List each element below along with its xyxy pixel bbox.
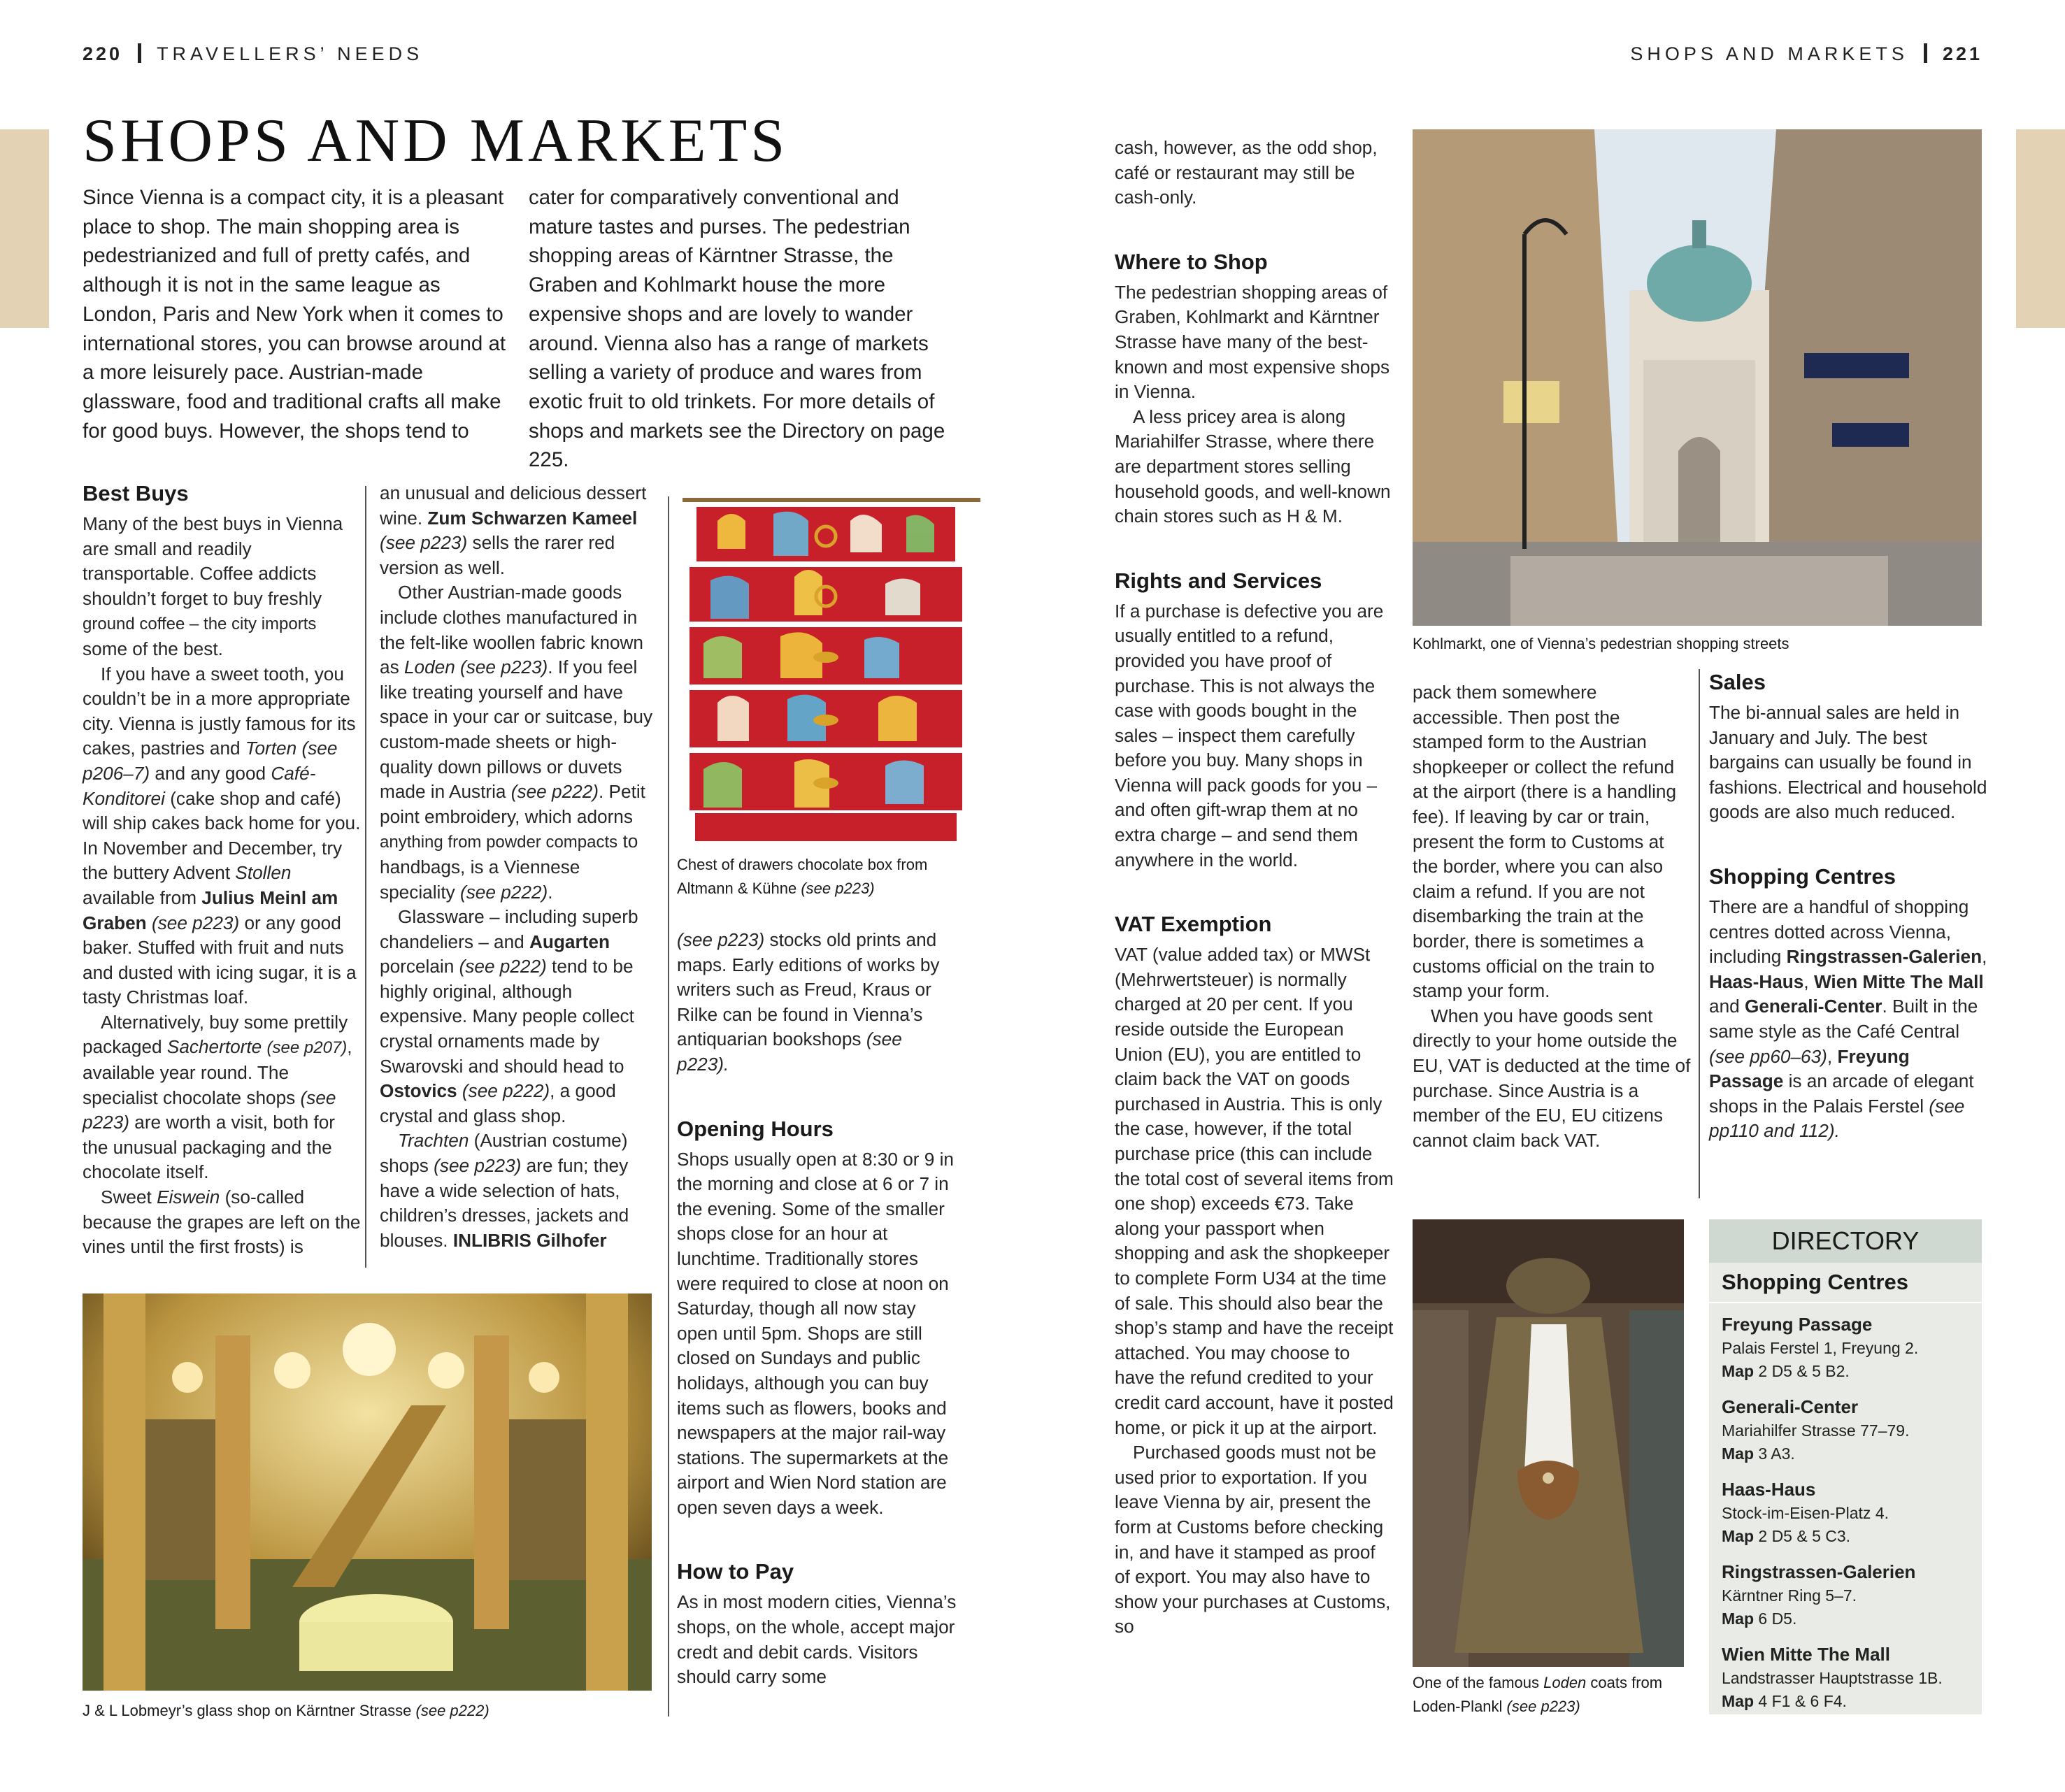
loden-coat-photo xyxy=(1413,1219,1684,1667)
shop-name: INLIBRIS Gilhofer xyxy=(452,1229,607,1251)
intro-column-2: cater for comparatively conventional and mature tastes and purses. The pedestrian shopping areas of Kärntner Strasse, the Graben and Kohlmarkt house the more expensive shops and are lovely to wander around. Vienna also has a range of markets selling a variety of produce and wares from exotic fruit to old trinkets. For more details of shops and markets see the Directory on page 225. xyxy=(529,186,945,472)
shopping-centres-text: There are a handful of shopping centres dotted across Vienna, including Ringstrassen-Galerien, Haas-Haus, Wien Mitte The Mall and Generali-Center. Built in the same style as the Café Central (see pp60–63), Freyung Passage is an arcade of elegant shops in the Palais Ferstel (see pp110 and 112). xyxy=(1709,896,1987,1142)
chest-caption: Chest of drawers chocolate box from Altmann & Kühne (see p223) xyxy=(677,856,928,897)
directory-entry-address: Kärntner Ring 5–7. xyxy=(1722,1586,1857,1605)
directory-entry-name: Freyung Passage xyxy=(1722,1314,1873,1335)
shop-name: Ostovics xyxy=(380,1080,457,1102)
directory-entry-name: Generali-Center xyxy=(1722,1396,1859,1417)
left-edge-tab xyxy=(0,129,49,328)
directory-entry-map: 2 D5 & 5 B2. xyxy=(1754,1362,1850,1380)
how-to-pay-text: As in most modern cities, Vienna’s shops, on the whole, accept major credt and debit cards. Visitors should carry some xyxy=(677,1591,957,1688)
where-to-shop-text: The pedestrian shopping areas of Graben, Kohlmarkt and Kärntner Strasse have many of the best-known and most expensive shops in Vienna. xyxy=(1115,281,1390,403)
left-section-name: TRAVELLERS’ NEEDS xyxy=(157,43,424,64)
rights-services-heading: Rights and Services xyxy=(1115,568,1322,593)
goods-column xyxy=(380,481,654,1253)
shopping-centres-heading: Shopping Centres xyxy=(1709,863,1896,889)
vat-exemption-heading: VAT Exemption xyxy=(1115,912,1272,937)
where-to-shop-text: A less pricey area is along Mariahilfer Strasse, where there are department stores selling household goods, and well-known chain stores such as H & M. xyxy=(1115,406,1391,527)
right-section-name: SHOPS AND MARKETS xyxy=(1630,43,1908,64)
goods-paragraph: Glassware – including superb chandeliers – and Augarten porcelain (see p222) tend to be highly original, although expensive. Many people collect crystal ornaments made by Swarovski and should head to Ostovics (see p222), a good crystal and glass shop. xyxy=(380,906,638,1126)
vat-continued-column xyxy=(1413,680,1692,1153)
directory-entry: Ringstrassen-Galerien Kärntner Ring 5–7. Map 6 D5. xyxy=(1722,1559,1969,1630)
best-buys-paragraph: If you have a sweet tooth, you couldn’t be in a more appropriate city. Vienna is justly famous for its cakes, pastries and Torten (see p206–7) and any good Café-Konditorei (cake shop and café) will ship cakes back home for you. In November and December, try the buttery Advent Stollen available from Julius Meinl am Graben (see p223) or any good baker. Stuffed with fruit and nuts and dusted with icing sugar, it is a tasty Christmas loaf. xyxy=(83,663,361,1008)
how-to-pay-heading: How to Pay xyxy=(677,1559,794,1584)
vat-exemption-text: Purchased goods must not be used prior to exportation. If you leave Vienna by air, present the form at Customs before checking in, and have it stamped as proof of export. You may also have to show your purchases at Customs, so xyxy=(1115,1442,1391,1637)
directory-entry-name: Haas-Haus xyxy=(1722,1479,1816,1500)
chest-illustration xyxy=(676,493,980,845)
best-buys-paragraph: Alternatively, buy some prettily packaged Sachertorte (see p207), available year round. The specialist chocolate shops (see p223) are worth a visit, both for the unusual packaging and the chocolate itself. xyxy=(83,1011,352,1183)
directory-entry: Haas-Haus Stock-im-Eisen-Platz 4. Map 2 D5 & 5 C3. xyxy=(1722,1477,1969,1548)
best-buys-column xyxy=(83,480,362,1260)
page-title: SHOPS AND MARKETS xyxy=(83,107,789,175)
street-illustration xyxy=(1413,129,1982,626)
left-running-header xyxy=(83,43,423,65)
header-divider xyxy=(1924,43,1927,63)
best-buys-paragraph: Sweet Eiswein (so-called because the grapes are left on the vines until the first frosts) is xyxy=(83,1187,361,1258)
goods-paragraph: Other Austrian-made goods include clothes manufactured in the felt-like woollen fabric known as Loden (see p223). If you feel like treating yourself and have space in your car or suitcase, buy custom-made sheets or high-quality down pillows or duvets made in Austria (see p222). Petit point embroidery, which adorns anything from powder compacts to handbags, is a Viennese speciality (see p222). xyxy=(380,582,653,903)
sales-heading: Sales xyxy=(1709,670,1766,694)
directory-entry-address: Landstrasser Hauptstrasse 1B. xyxy=(1722,1669,1943,1687)
where-to-shop-heading: Where to Shop xyxy=(1115,249,1268,274)
left-page-number: 220 xyxy=(83,43,123,64)
directory-entry-address: Mariahilfer Strasse 77–79. xyxy=(1722,1421,1910,1440)
lobmeyr-caption: J & L Lobmeyr’s glass shop on Kärntner Strasse (see p222) xyxy=(83,1702,490,1719)
lobmeyr-glass-shop-photo xyxy=(83,1293,652,1691)
directory-subheading: Shopping Centres xyxy=(1722,1270,1908,1294)
directory-heading: DIRECTORY xyxy=(1709,1219,1982,1263)
directory-entry-address: Palais Ferstel 1, Freyung 2. xyxy=(1722,1339,1919,1357)
header-divider xyxy=(138,43,141,63)
directory-entry: Wien Mitte The Mall Landstrasser Hauptstrasse 1B. Map 4 F1 & 6 F4. xyxy=(1722,1642,1969,1713)
opening-hours-column xyxy=(677,928,957,1690)
right-edge-tab xyxy=(2016,129,2065,328)
column-rule xyxy=(1699,669,1700,1198)
goods-paragraph: an unusual and delicious dessert wine. Zum Schwarzen Kameel (see p223) sells the rarer red version as well. xyxy=(380,482,647,578)
sales-text: The bi-annual sales are held in January and July. The best bargains can usually be found in fashions. Electrical and household goods are also much reduced. xyxy=(1709,702,1987,823)
vat-continued-text: When you have goods sent directly to your home outside the EU, VAT is deducted at the time of purchase. Since Austria is a member of the EU, EU citizens cannot claim back VAT. xyxy=(1413,1005,1691,1151)
opening-hours-heading: Opening Hours xyxy=(677,1116,834,1141)
vat-exemption-text: VAT (value added tax) or MWSt (Mehrwertsteuer) is normally charged at 20 per cent. If you reside outside the European Union (EU), you are entitled to claim back the VAT on goods purchased in Austria. This is only the case, however, if the total purchase price (this can include the total cost of several items from one shop) exceeds €73. Take along your passport when shopping and ask the shopkeeper to complete Form U34 at the time of sale. This should also bear the shop’s stamp and have the receipt attached. You may choose to have the refund credited to your credit card account, have it posted home, or pick it up at the airport. xyxy=(1115,944,1394,1438)
best-buys-paragraph: Many of the best buys in Vienna are small and readily transportable. Coffee addicts shouldn’t forget to buy freshly ground coffee – the city imports some of the best. xyxy=(83,513,343,659)
shop-name: Zum Schwarzen Kameel xyxy=(427,507,638,529)
directory-entry-name: Ringstrassen-Galerien xyxy=(1722,1561,1916,1582)
column-rule xyxy=(365,486,366,1268)
directory-entry: Freyung Passage Palais Ferstel 1, Freyung 2. Map 2 D5 & 5 B2. xyxy=(1722,1312,1969,1383)
chest-of-drawers-photo xyxy=(676,493,980,845)
kohlmarkt-caption: Kohlmarkt, one of Vienna’s pedestrian shopping streets xyxy=(1413,635,1789,652)
best-buys-heading: Best Buys xyxy=(83,481,189,506)
right-page-number: 221 xyxy=(1942,43,1982,64)
intro-column-1: Since Vienna is a compact city, it is a pleasant place to shop. The main shopping area is pedestrianized and full of pretty cafés, and although it is not in the same league as London, Paris and New York when it comes to international stores, you can browse around at a more leisurely pace. Austrian-made glassware, food and traditional crafts all make for good buys. However, the shops tend to xyxy=(83,186,506,443)
column-rule xyxy=(668,496,669,1716)
opening-hours-text: Shops usually open at 8:30 or 9 in the morning and close at 6 or 7 in the evening. Some of the smaller shops close for an hour at lunchtime. Traditionally stores were required to close at noon on Saturday, though all now stay open until 5pm. Shops are still closed on Sundays and public holidays, although you can buy items such as flowers, books and newspapers at the major rail-way stations. The supermarkets at the airport and Wien Nord station are open seven days a week. xyxy=(677,1148,954,1518)
coat-illustration xyxy=(1413,1219,1684,1667)
glass-shop-illustration xyxy=(83,1293,652,1691)
directory-entry: Generali-Center Mariahilfer Strasse 77–79. Map 3 A3. xyxy=(1722,1394,1969,1465)
directory-entry-map: 4 F1 & 6 F4. xyxy=(1754,1692,1847,1710)
kohlmarkt-street-photo xyxy=(1413,129,1982,626)
directory-entry-map: 2 D5 & 5 C3. xyxy=(1754,1527,1851,1545)
sales-column xyxy=(1709,668,1989,1144)
cash-paragraph: cash, however, as the odd shop, café or restaurant may still be cash-only. xyxy=(1115,137,1378,208)
shop-name: Augarten xyxy=(529,931,610,952)
directory-divider xyxy=(1709,1302,1982,1303)
directory-box xyxy=(1709,1219,1982,1714)
vat-continued-text: pack them somewhere accessible. Then post the stamped form to the Austrian shopkeeper or collect the refund at the airport (there is a handling fee). If leaving by car or train, present the form to Customs at the border, where you can also claim a refund. If you are not disembarking the train at the border, there is sometimes a customs official on the train to stamp your form. xyxy=(1413,682,1677,1002)
rights-services-text: If a purchase is defective you are usually entitled to a refund, provided you have proof of purchase. This is not always the case with goods bought in the sales – inspect them carefully before you buy. Many shops in Vienna will pack goods for you – and often gift-wrap them at no extra charge – and send them anywhere in the world. xyxy=(1115,600,1384,870)
where-to-shop-column xyxy=(1115,136,1394,1640)
directory-entry-map: 3 A3. xyxy=(1754,1445,1795,1463)
goods-paragraph: Trachten (Austrian costume) shops (see p223) are fun; they have a wide selection of hats, children’s dresses, jackets and blouses. INLIBRIS Gilhofer xyxy=(380,1130,629,1251)
directory-entry-address: Stock-im-Eisen-Platz 4. xyxy=(1722,1504,1889,1522)
loden-coat-caption: One of the famous Loden coats from Loden-Plankl (see p223) xyxy=(1413,1674,1663,1715)
right-running-header xyxy=(1630,43,1982,65)
directory-entry-map: 6 D5. xyxy=(1754,1610,1797,1628)
shop-name: Julius Meinl am Graben xyxy=(83,887,338,933)
antiquarian-paragraph: (see p223) stocks old prints and maps. Early editions of works by writers such as Freud, Kraus or Rilke can be found in Vienna’s antiquarian bookshops (see p223). xyxy=(677,929,940,1075)
directory-entry-name: Wien Mitte The Mall xyxy=(1722,1644,1890,1665)
